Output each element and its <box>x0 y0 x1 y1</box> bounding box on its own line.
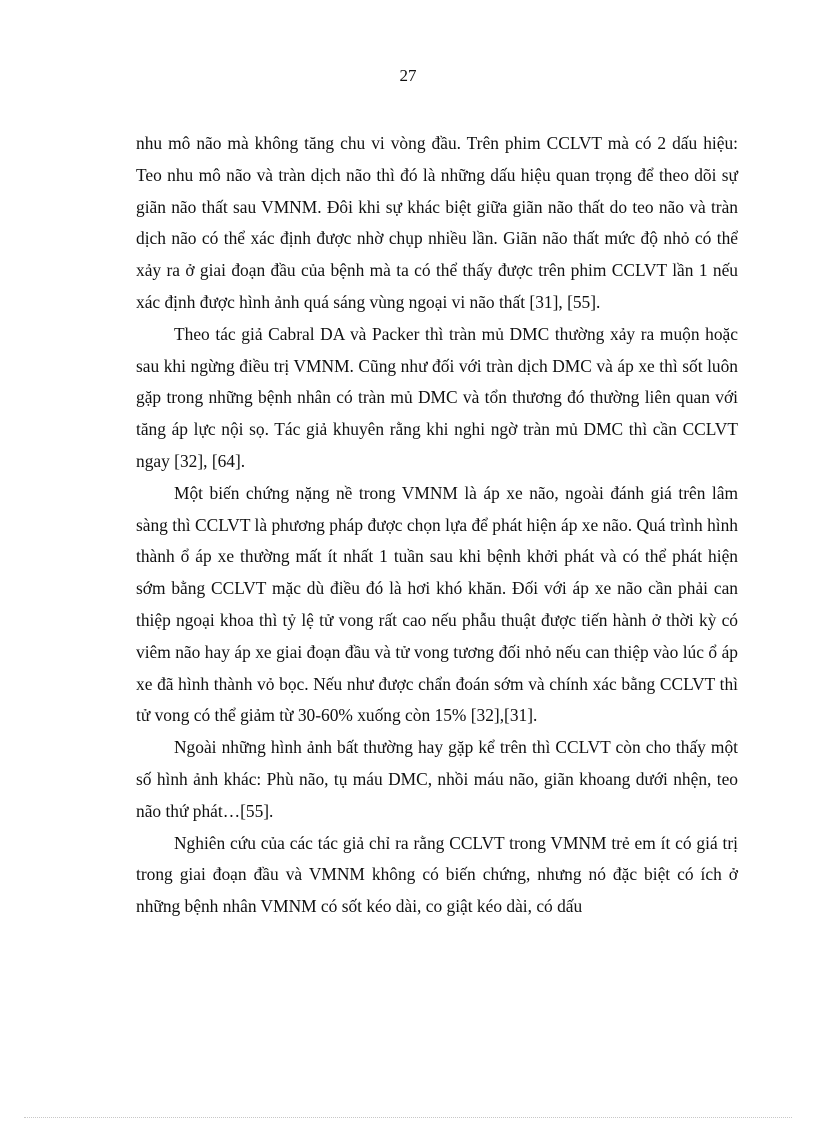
document-body <box>136 128 738 923</box>
paragraph-1: nhu mô não mà không tăng chu vi vòng đầu. Trên phim CCLVT mà có 2 dấu hiệu: Teo nhu mô não và tràn dịch não thì đó là những dấu hiệu quan trọng để theo dõi sự giãn não thất sau VMNM. Đôi khi sự khác biệt giữa giãn não thất do teo não và tràn dịch não có thể xác định được nhờ chụp nhiều lần. Giãn não thất mức độ nhỏ có thể xảy ra ở giai đoạn đầu của bệnh mà ta có thể thấy được trên phim CCLVT lần 1 nếu xác định được hình ảnh quá sáng vùng ngoại vi não thất [31], [55]. <box>136 133 738 312</box>
paragraph-3: Một biến chứng nặng nề trong VMNM là áp xe não, ngoài đánh giá trên lâm sàng thì CCLVT là phương pháp được chọn lựa để phát hiện áp xe não. Quá trình hình thành ổ áp xe thường mất ít nhất 1 tuần sau khi bệnh khởi phát và có thể phát hiện sớm bằng CCLVT mặc dù điều đó là hơi khó khăn. Đối với áp xe não cần phải can thiệp ngoại khoa thì tỷ lệ tử vong rất cao nếu phẫu thuật được tiến hành ở thời kỳ có viêm não hay áp xe giai đoạn đầu và tử vong tương đối nhỏ nếu can thiệp vào lúc ổ áp xe đã hình thành vỏ bọc. Nếu như được chẩn đoán sớm và chính xác bằng CCLVT thì tử vong có thể giảm từ 30-60% xuống còn 15% [32],[31]. <box>136 482 738 726</box>
paragraph-5: Nghiên cứu của các tác giả chỉ ra rằng CCLVT trong VMNM trẻ em ít có giá trị trong giai đoạn đầu và VMNM không có biến chứng, nhưng nó đặc biệt có ích ở những bệnh nhân VMNM có sốt kéo dài, co giật kéo dài, có dấu <box>136 832 738 917</box>
page-bottom-divider <box>24 1117 792 1118</box>
page-number: 27 <box>399 66 417 85</box>
paragraph-2: Theo tác giả Cabral DA và Packer thì tràn mủ DMC thường xảy ra muộn hoặc sau khi ngừng điều trị VMNM. Cũng như đối với tràn dịch DMC và áp xe thì sốt luôn gặp trong những bệnh nhân có tràn mủ DMC và tổn thương đó thường liên quan với tăng áp lực nội sọ. Tác giả khuyên rằng khi nghi ngờ tràn mủ DMC thì cần CCLVT ngay [32], [64]. <box>136 323 738 471</box>
paragraph-4: Ngoài những hình ảnh bất thường hay gặp kể trên thì CCLVT còn cho thấy một số hình ảnh khác: Phù não, tụ máu DMC, nhồi máu não, giãn khoang dưới nhện, teo não thứ phát…[55]. <box>136 737 738 821</box>
